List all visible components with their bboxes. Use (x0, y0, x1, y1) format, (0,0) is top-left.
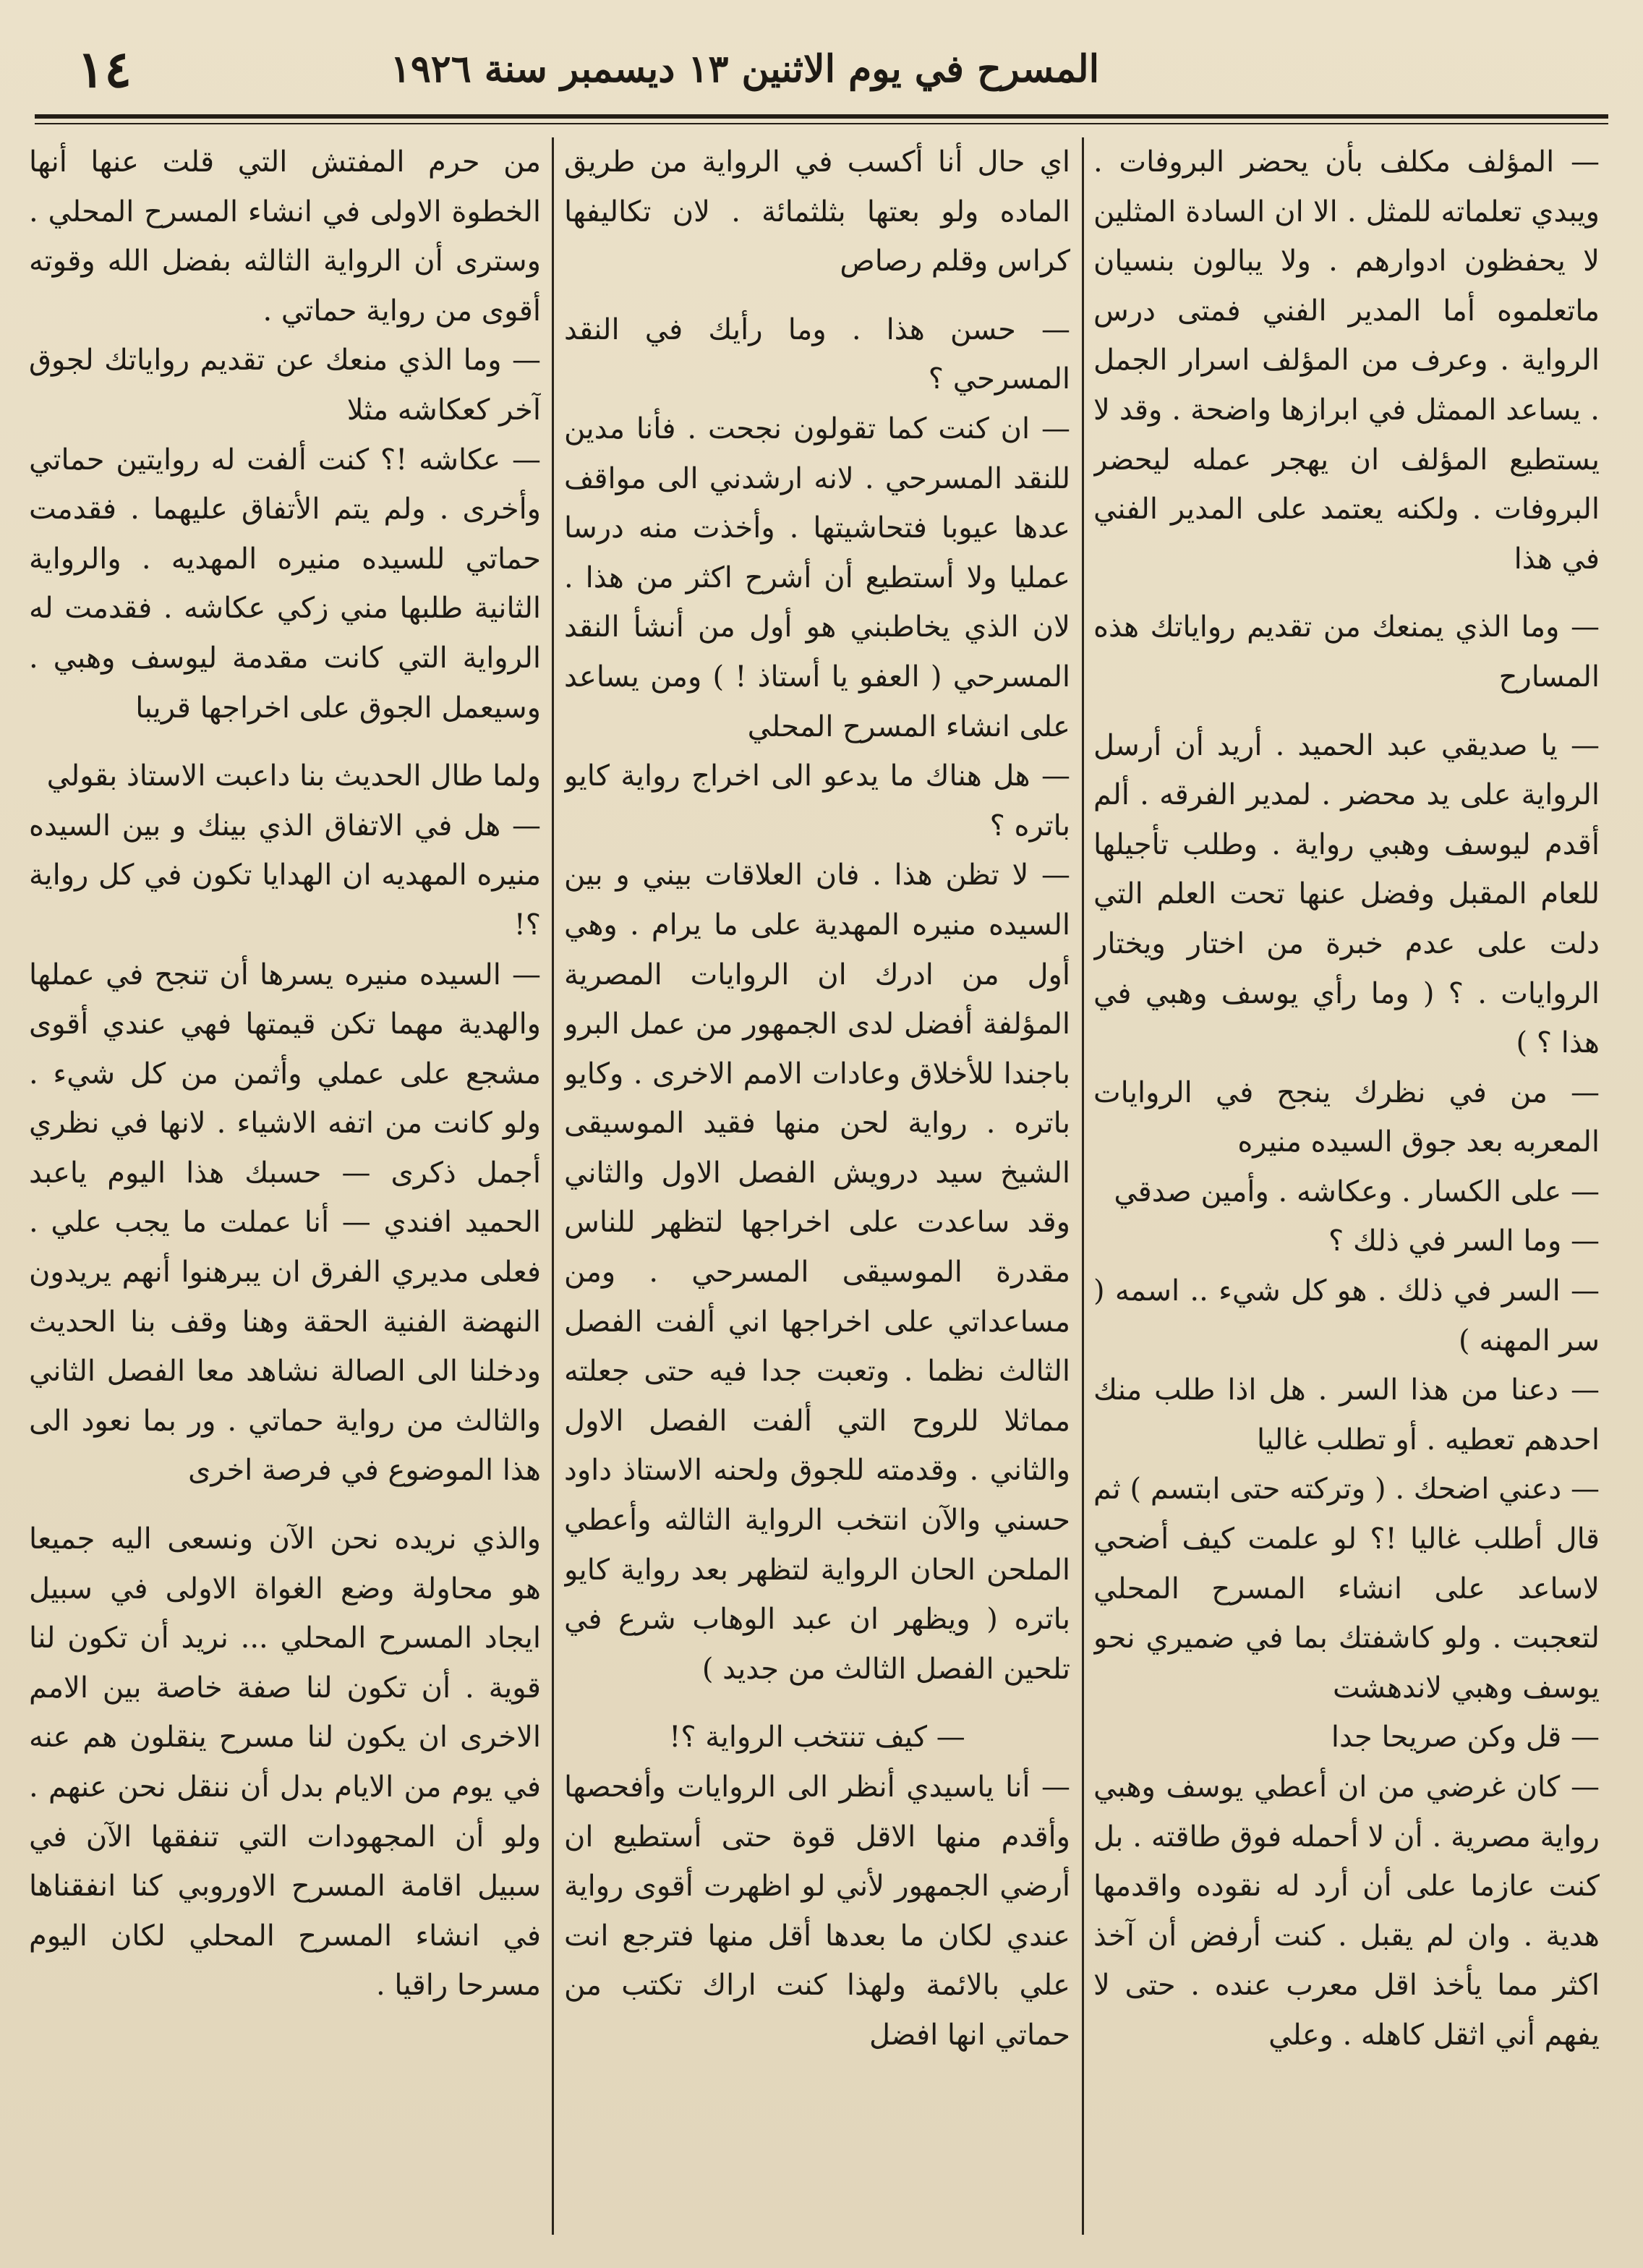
paragraph: — دعني اضحك . ( وتركته حتى ابتسم ) ثم قال أطلب غاليا !؟ لو علمت كيف أضحي لاساعد على انشاء المسرح المحلي لتعجبت . ولو كاشفتك بما في ضميري نحو يوسف وهبي لاندهشت (1093, 1472, 1600, 1705)
subheading: — كيف تنتخب الرواية ؟! (669, 1721, 965, 1755)
paragraph: والذي نريده نحن الآن ونسعى اليه جميعا هو محاولة وضع الغواة الاولى في سبيل ايجاد المسرح المحلي ... نريد أن تكون لنا قوية . أن تكون لنا صفة خاصة بين الامم الاخرى ان يكون لنا مسرح ينقلون هم عنه في يوم من الايام بدل أن ننقل نحن عنهم . ولو أن المجهودات التي تنفقها الآن في سبيل اقامة المسرح الاوروبي كنا انفقناها في انشاء المسرح المحلي لكان اليوم مسرحا راقيا . (29, 1522, 541, 2003)
paragraph: — السر في ذلك . هو كل شيء .. اسمه ( سر المهنه ) (1093, 1274, 1600, 1357)
article-column-middle (564, 137, 1070, 2235)
paragraph: — هل هناك ما يدعو الى اخراج رواية كايو باتره ؟ (564, 759, 1070, 843)
paragraph: — وما السر في ذلك ؟ (1328, 1224, 1600, 1258)
paragraph: — ان كنت كما تقولون نجحت . فأنا مدين للنقد المسرحي . لانه ارشدني الى مواقف عدها عيوبا فتحاشيتها . وأخذت منه درسا عمليا ولا أستطيع أن أشرح اكثر من هذا . لان الذي يخاطبني هو أول من أنشأ النقد المسرحي ( العفو يا أستاذ ! ) ومن يساعد على انشاء المسرح المحلي (564, 412, 1070, 743)
column-divider-left (552, 137, 554, 2235)
paragraph: من حرم المفتش التي قلت عنها أنها الخطوة الاولى في انشاء المسرح المحلي . وسترى أن الرواية الثالثه بفضل الله وقوته أقوى من رواية حماتي . (29, 145, 541, 328)
paragraph: — عكاشه !؟ كنت ألفت له روايتين حماتي وأخرى . ولم يتم الأتفاق عليهما . فقدمت حماتي للسيده منيره المهديه . والرواية الثانية طلبها مني زكي عكاشه . فقدمت له الرواية التي كانت مقدمة ليوسف وهبي . وسيعمل الجوق على اخراجها قريبا (29, 443, 541, 725)
header-rule-thin (35, 123, 1608, 124)
header-rule (35, 114, 1608, 119)
paragraph: ولما طال الحديث بنا داعبت الاستاذ بقولي (46, 759, 541, 793)
paragraph: — هل في الاتفاق الذي بينك و بين السيده منيره المهديه ان الهدايا تكون في كل رواية ؟! (29, 809, 541, 942)
article-column-left (29, 137, 541, 2235)
paragraph: — يا صديقي عبد الحميد . أريد أن أرسل الرواية على يد محضر . لمدير الفرقه . ألم أقدم ليوسف وهبي رواية . وطلب تأجيلها للعام المقبل وفضل عنها تحت العلم التي دلت على عدم خبرة من اختار ويختار الروايات . ؟ ( وما رأي يوسف وهبي في هذا ؟ ) (1093, 728, 1600, 1060)
page-number: ١٤ (77, 39, 132, 99)
paragraph: — المؤلف مكلف بأن يحضر البروفات . ويبدي تعلماته للمثل . الا ان السادة المثلين لا يحفظون ادوارهم . ولا يبالون بنسيان ماتعلموه أما المدير الفني فمتى درس الرواية . وعرف من المؤلف اسرار الجمل . يساعد الممثل في ابرازها واضحة . وقد لا يستطيع المؤلف ان يهجر عمله ليحضر البروفات . ولكنه يعتمد على المدير الفني في هذا (1093, 145, 1600, 576)
paragraph: — قل وكن صريحا جدا (1331, 1721, 1600, 1755)
paragraph: — لا تظن هذا . فان العلاقات بيني و بين السيده منيره المهدية على ما يرام . وهي أول من ادرك ان الروايات المصرية المؤلفة أفضل لدى الجمهور من عمل البرو باجندا للأخلاق وعادات الامم الاخرى . وكايو باتره . رواية لحن منها فقيد الموسيقى الشيخ سيد درويش الفصل الاول والثاني وقد ساعدت على اخراجها لتظهر للناس مقدرة الموسيقى المسرحي . ومن مساعداتي على اخراجها اني ألفت الفصل الثالث نظما . وتعبت جدا فيه حتى جعلته مماثلا للروح التي ألفت الفصل الاول والثاني . وقدمته للجوق ولحنه الاستاذ داود حسني والآن انتخب الرواية الثالثه وأعطي الملحن الحان الرواية لتظهر بعد رواية كايو باتره ( ويظهر ان عبد الوهاب شرع في تلحين الفصل الثالث من جديد ) (564, 858, 1070, 1686)
paragraph: — على الكسار . وعكاشه . وأمين صدقي (1114, 1174, 1600, 1208)
paragraph: — كان غرضي من ان أعطي يوسف وهبي رواية مصرية . أن لا أحمله فوق طاقته . بل كنت عازما على أن أرد له نقوده واقدمها هدية . وان لم يقبل . كنت أرفض أن آخذ اكثر مما يأخذ اقل معرب عنده . حتى لا يفهم أني اثقل كاهله . وعلي (1093, 1770, 1600, 2052)
paragraph: اي حال أنا أكسب في الرواية من طريق الماده ولو بعتها بثلثمائة . لان تكاليفها كراس وقلم رصاص (564, 145, 1070, 278)
paragraph: — حسن هذا . وما رأيك في النقد المسرحي ؟ (564, 312, 1070, 396)
page-header (0, 26, 1643, 113)
paragraph: — من في نظرك ينجح في الروايات المعربه بعد جوق السيده منيره (1093, 1075, 1600, 1159)
paragraph: — وما الذي يمنعك من تقديم رواياتك هذه المسارح (1093, 610, 1600, 694)
paragraph: — دعنا من هذا السر . هل اذا طلب منك احدهم تعطيه . أو تطلب غاليا (1093, 1373, 1600, 1457)
column-divider-right (1082, 137, 1084, 2235)
running-title: المسرح في يوم الاثنين ١٣ ديسمبر سنة ١٩٢٦ (390, 47, 1100, 91)
paragraph: — وما الذي منعك عن تقديم رواياتك لجوق آخر كعكاشه مثلا (29, 344, 541, 427)
paragraph: — السيده منيره يسرها أن تنجح في عملها والهدية مهما تكن قيمتها فهي عندي أقوى مشجع على عملي وأثمن من كل شيء . ولو كانت من اتفه الاشياء . لانها في نظري أجمل ذكرى — حسبك هذا اليوم ياعبد الحميد افندي — أنا عملت ما يجب علي . فعلى مديري الفرق ان يبرهنوا أنهم يريدون النهضة الفنية الحقة وهنا وقف بنا الحديث ودخلنا الى الصالة نشاهد معا الفصل الثاني والثالث من رواية حماتي . ور بما نعود الى هذا الموضوع في فرصة اخرى (29, 958, 541, 1488)
paragraph: — أنا ياسيدي أنظر الى الروايات وأفحصها وأقدم منها الاقل قوة حتى أستطيع ان أرضي الجمهور لأني لو اظهرت أقوى رواية عندي لكان ما بعدها أقل منها فترجع انت علي بالائمة ولهذا كنت اراك تكتب من حماتي انها افضل (564, 1770, 1070, 2052)
article-column-right (1093, 137, 1600, 2235)
